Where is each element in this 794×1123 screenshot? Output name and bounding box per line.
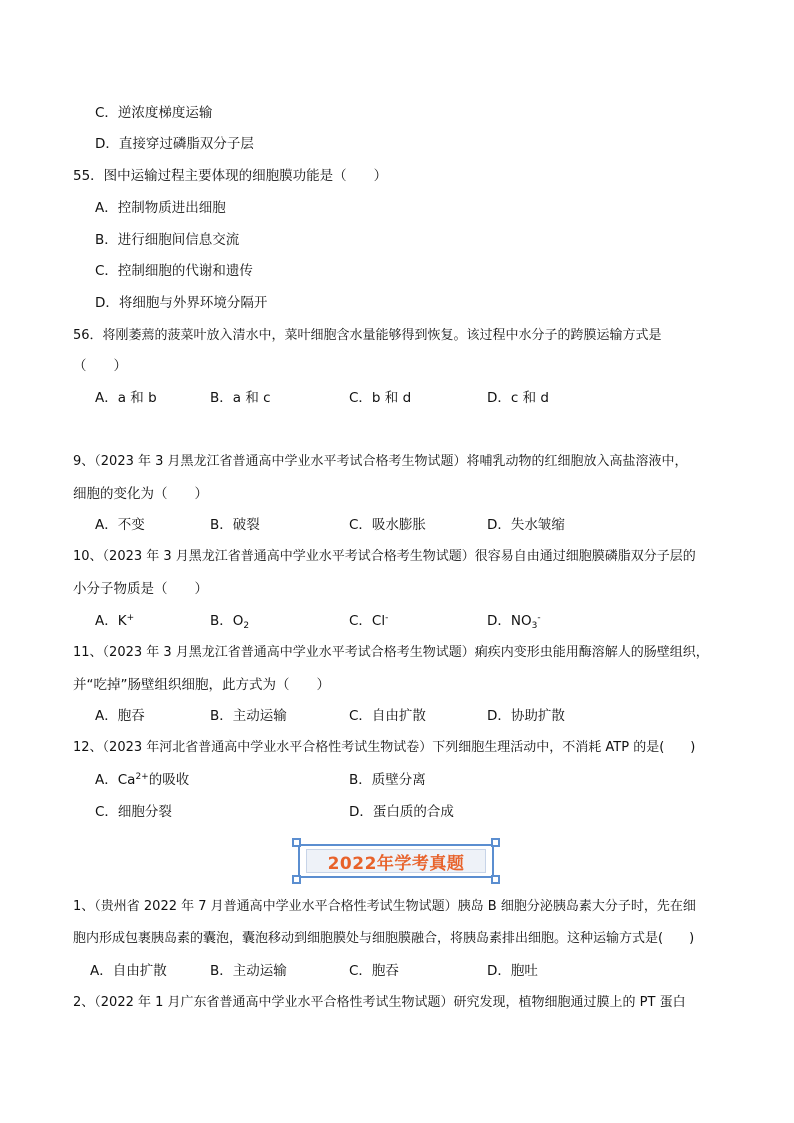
banner-corner-icon	[491, 838, 500, 847]
q2022-2-stem-line1: 2、（2022 年 1 月广东省普通高中学业水平合格性考试生物试题）研究发现，植物细胞通过膜上的 PT 蛋白	[73, 995, 686, 1010]
q11-stem-line1: 11、（2023 年 3 月黑龙江省普通高中学业水平考试合格考生物试题）痢疾内变形虫能用酶溶解人的肠壁组织，	[73, 645, 709, 660]
q55-option-d: D．将细胞与外界环境分隔开	[95, 295, 268, 311]
q12-option-c: C．细胞分裂	[95, 804, 172, 820]
q56-option-b: B．a 和 c	[210, 390, 271, 406]
q2022-1-option-b: B．主动运输	[210, 963, 287, 979]
banner-inner	[306, 849, 486, 873]
q56-option-d: D．c 和 d	[487, 390, 549, 406]
q54-option-d: D．直接穿过磷脂双分子层	[95, 136, 254, 152]
q12-options-row2	[0, 803, 794, 821]
q10-option-a: A．K+	[95, 613, 135, 629]
q9-options	[0, 516, 794, 534]
q55-option-b: B．进行细胞间信息交流	[95, 232, 240, 248]
q2022-1-stem-line2: 胞内形成包裹胰岛素的囊泡，囊泡移动到细胞膜处与细胞膜融合，将胰岛素排出细胞。这种运输方式是( )	[73, 931, 695, 946]
q55-option-a: A．控制物质进出细胞	[95, 200, 226, 216]
q55-option-c: C．控制细胞的代谢和遗传	[95, 263, 253, 279]
q10-stem-line1: 10、（2023 年 3 月黑龙江省普通高中学业水平考试合格考生物试题）很容易自由通过细胞膜磷脂双分子层的	[73, 549, 696, 564]
q11-option-a: A．胞吞	[95, 708, 145, 724]
q9-option-a: A．不变	[95, 517, 145, 533]
section-banner	[292, 838, 500, 884]
q56-options	[0, 389, 794, 407]
q11-option-b: B．主动运输	[210, 708, 287, 724]
q9-option-b: B．破裂	[210, 517, 260, 533]
q12-option-a: A．$Ca^{2+}$的吸收	[95, 772, 190, 788]
q54-option-c: C．逆浓度梯度运输	[95, 105, 213, 121]
q56-stem-line2: （ ）	[73, 358, 127, 374]
q11-options	[0, 707, 794, 725]
q9-option-c: C．吸水膨胀	[349, 517, 426, 533]
q9-stem-line1: 9、（2023 年 3 月黑龙江省普通高中学业水平考试合格考生物试题）将哺乳动物的红细胞放入高盐溶液中，	[73, 454, 688, 469]
q11-option-c: C．自由扩散	[349, 708, 426, 724]
q9-stem-line2: 细胞的变化为（ ）	[73, 486, 208, 502]
q10-option-d: D．$NO_3^-$	[487, 613, 541, 631]
q2022-1-options	[0, 962, 794, 980]
q10-option-c: C．Cl-	[349, 613, 389, 629]
q9-option-d: D．失水皱缩	[487, 517, 565, 533]
q56-option-c: C．b 和 d	[349, 390, 412, 406]
banner-title: 2022年学考真题	[327, 853, 465, 874]
q2022-1-option-d: D．胞吐	[487, 963, 538, 979]
q11-stem-line2: 并“吃掉”肠壁组织细胞，此方式为（ ）	[73, 677, 330, 693]
q10-options	[0, 612, 794, 630]
banner-corner-icon	[292, 838, 301, 847]
q56-stem-line1: 56．将刚萎蔫的菠菜叶放入清水中，菜叶细胞含水量能够得到恢复。该过程中水分子的跨膜运输方式是	[73, 328, 662, 343]
banner-corner-icon	[292, 875, 301, 884]
q12-option-b: B．质壁分离	[349, 772, 426, 788]
q12-option-d: D．蛋白质的合成	[349, 804, 454, 820]
q56-option-a: A．a 和 b	[95, 390, 157, 406]
q2022-1-option-a: A．自由扩散	[90, 963, 167, 979]
q2022-1-option-c: C．胞吞	[349, 963, 399, 979]
banner-corner-icon	[491, 875, 500, 884]
q11-option-d: D．协助扩散	[487, 708, 565, 724]
q2022-1-stem-line1: 1、（贵州省 2022 年 7 月普通高中学业水平合格性考试生物试题）胰岛 B 细胞分泌胰岛素大分子时，先在细	[73, 899, 696, 914]
q55-stem: 55．图中运输过程主要体现的细胞膜功能是（ ）	[73, 168, 388, 184]
q10-option-b: B．$O_2$	[210, 613, 250, 631]
q10-stem-line2: 小分子物质是（ ）	[73, 581, 208, 597]
q12-stem: 12、（2023 年河北省普通高中学业水平合格性考试生物试卷）下列细胞生理活动中，不消耗 ATP 的是( )	[73, 740, 696, 755]
q12-options-row1	[0, 771, 794, 789]
